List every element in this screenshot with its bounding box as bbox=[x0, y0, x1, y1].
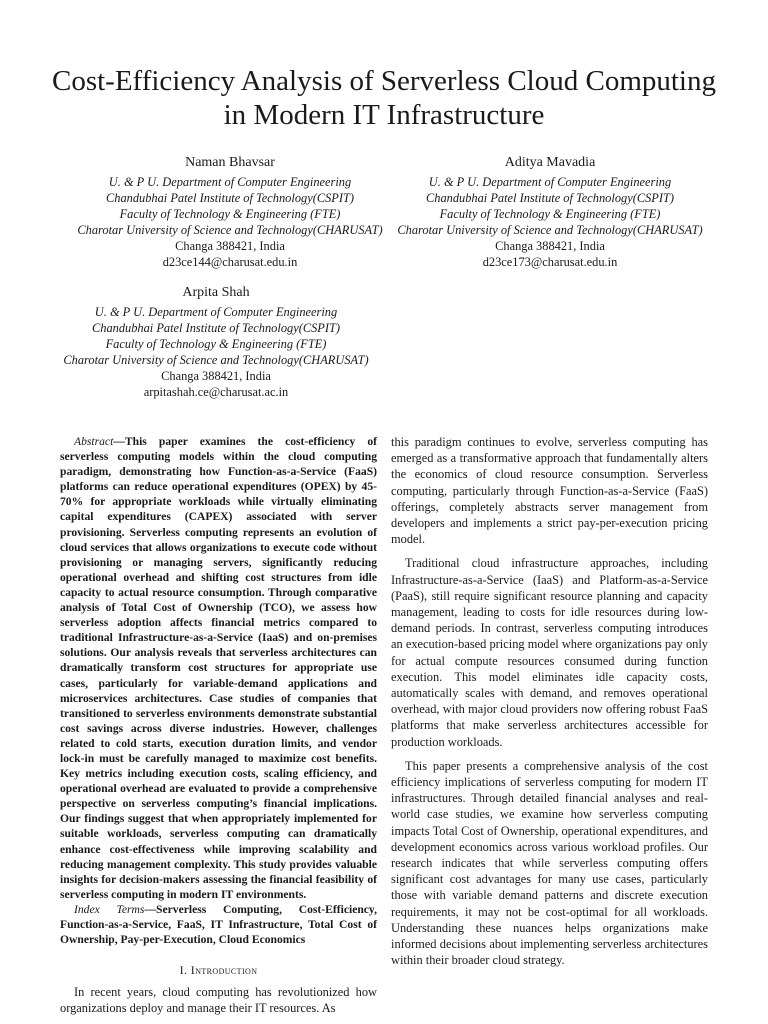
author-faculty: Faculty of Technology & Engineering (FTE) bbox=[119, 207, 341, 221]
author-email: d23ce173@charusat.edu.in bbox=[482, 255, 618, 269]
author-university: Charotar University of Science and Technology(CHARUSAT) bbox=[397, 223, 703, 237]
paper-title: Cost-Efficiency Analysis of Serverless Cloud Computing in Modern IT Infrastructure bbox=[52, 65, 716, 131]
intro-paragraph-1: In recent years, cloud computing has revolutionized how organizations deploy and manage their IT resources. As bbox=[60, 985, 377, 1016]
author-location: Changa 388421, India bbox=[175, 239, 285, 253]
left-column bbox=[60, 434, 377, 1023]
author-name: Aditya Mavadia bbox=[504, 155, 596, 170]
author-department: U. & P U. Department of Computer Engineering bbox=[94, 305, 338, 319]
right-column bbox=[391, 434, 708, 977]
abstract bbox=[60, 434, 377, 902]
author-university: Charotar University of Science and Technology(CHARUSAT) bbox=[77, 223, 383, 237]
author-department: U. & P U. Department of Computer Engineering bbox=[428, 175, 672, 189]
index-terms-label: Index Terms bbox=[74, 902, 145, 916]
author-institute: Chandubhai Patel Institute of Technology(CSPIT) bbox=[105, 191, 355, 205]
intro-paragraph-3: This paper presents a comprehensive analysis of the cost efficiency implications of serverless computing for modern IT infrastructures. Through detailed financial analyses and real-world case studies, we examine how serverless computing impacts Total Cost of Ownership, operational expenditures, and development economics across various workload profiles. Our research indicates that while serverless computing offers significant cost advantages for many use cases, particularly those with variable demand patterns and discrete execution requirements, it may not be cost-optimal for all workloads. Understanding these nuances helps organizations make informed decisions about implementing serverless architectures within their broader cloud strategy. bbox=[391, 758, 708, 968]
author-block-2 bbox=[380, 154, 720, 270]
intro-paragraph-1-continued: this paradigm continues to evolve, serverless computing has emerged as a transformative approach that fundamentally alters the economics of cloud resource consumption. Serverless computing, particularly through Function-as-a-Service (FaaS) offerings, completely abstracts server management from developers and implements a strict pay-per-execution pricing model. bbox=[391, 435, 708, 547]
author-email: arpitashah.ce@charusat.ac.in bbox=[143, 385, 289, 399]
author-location: Changa 388421, India bbox=[161, 369, 271, 383]
author-block-1 bbox=[60, 154, 400, 270]
author-email: d23ce144@charusat.edu.in bbox=[162, 255, 298, 269]
section-heading-introduction: I. Introduction bbox=[179, 963, 258, 978]
author-faculty: Faculty of Technology & Engineering (FTE) bbox=[105, 337, 327, 351]
author-institute: Chandubhai Patel Institute of Technology(CSPIT) bbox=[425, 191, 675, 205]
abstract-text: —This paper examines the cost-efficiency of serverless computing models within the cloud computing paradigm, demonstrating how Function-as-a-Service (FaaS) platforms can reduce operational expenditures (OPEX) by 45-70% for appropriate workloads while virtually eliminating capital expenditures (CAPEX) associated with server provisioning. Serverless computing represents an evolution of cloud services that allows organizations to execute code without provisioning or managing servers, significantly reducing operational overhead and shifting cost structures from idle capacity to actual resource consumption. Through comparative analysis of Total Cost of Ownership (TCO), we assess how serverless adoption affects financial metrics compared to traditional Infrastructure-as-a-Service (IaaS) and on-premises solutions. Our analysis reveals that serverless architectures can dramatically transform cost structures for appropriate use cases, particularly for variable-demand applications and microservices architectures. Case studies of companies that transitioned to serverless environments demonstrate substantial cost savings across diverse industries. However, challenges related to cold starts, execution duration limits, and vendor lock-in must be carefully managed to maximize cost benefits. Key metrics including execution costs, scaling efficiency, and operational overhead are evaluated to provide a comprehensive perspective on serverless computing’s financial implications. Our findings suggest that when appropriately implemented for suitable workloads, serverless computing can dramatically enhance cost-effectiveness while improving scalability and reducing management complexity. This study provides valuable insights for decision-makers assessing the financial feasibility of serverless computing in modern IT environments. bbox=[60, 435, 377, 901]
author-university: Charotar University of Science and Technology(CHARUSAT) bbox=[63, 353, 369, 367]
author-name: Arpita Shah bbox=[182, 285, 250, 300]
intro-paragraph-2: Traditional cloud infrastructure approaches, including Infrastructure-as-a-Service (IaaS) and Platform-as-a-Service (PaaS), still require significant resource planning and capacity management, leading to costs for idle resources during low-demand periods. In contrast, serverless computing introduces an execution-based pricing model where organizations pay only for actual compute resources consumed during function execution. This model eliminates idle capacity costs, automatically scales with demand, and removes operational overhead, with major cloud providers now offering robust FaaS platforms that make serverless architectures accessible for production workloads. bbox=[391, 556, 708, 749]
abstract-label: Abstract bbox=[74, 435, 114, 448]
author-faculty: Faculty of Technology & Engineering (FTE) bbox=[439, 207, 661, 221]
author-institute: Chandubhai Patel Institute of Technology(CSPIT) bbox=[91, 321, 341, 335]
author-location: Changa 388421, India bbox=[495, 239, 605, 253]
index-terms bbox=[60, 902, 377, 947]
author-name: Naman Bhavsar bbox=[185, 155, 275, 170]
author-block-3 bbox=[50, 284, 382, 400]
author-department: U. & P U. Department of Computer Engineering bbox=[108, 175, 352, 189]
index-terms-text: —Serverless Computing, Cost-Efficiency, Function-as-a-Service, FaaS, IT Infrastructure, Total Cost of Ownership, Pay-per-Execution, Cloud Economics bbox=[60, 902, 377, 947]
